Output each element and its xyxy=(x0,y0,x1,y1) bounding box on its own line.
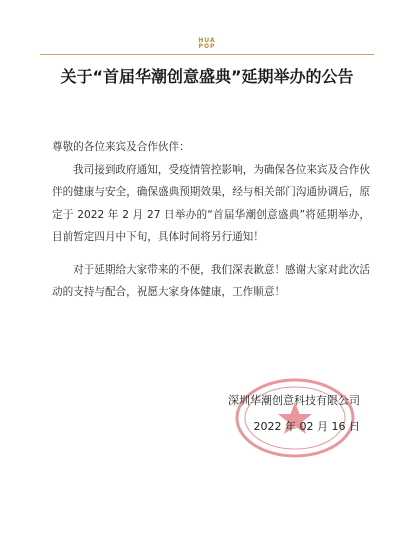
notice-date: 2022 年 02 月 16 日 xyxy=(253,420,360,433)
header-divider xyxy=(40,54,374,55)
company-seal-icon xyxy=(230,376,360,458)
signature-block xyxy=(210,378,374,458)
paragraph-apology: 对于延期给大家带来的不便，我们深表歉意！感谢大家对此次活动的支持与配合，祝愿大家身体健康，工作顺意！ xyxy=(52,263,370,298)
salutation: 尊敬的各位来宾及合作伙伴： xyxy=(52,141,190,153)
notice-body xyxy=(52,136,370,304)
logo-line-bottom: POP xyxy=(198,43,216,50)
notice-title: 关于“首届华潮创意盛典”延期举办的公告 xyxy=(60,67,354,86)
brand-logo xyxy=(0,38,414,50)
paragraph-postponement: 我司接到政府通知，受疫情管控影响，为确保各位来宾及合作伙伴的健康与安全，确保盛典预期效果，经与相关部门沟通协调后，原定于 2022 年 2 月 27 日举办的“首届华潮创意盛典”将延期举办，目前暂定四月中下旬，具体时间将另行通知！ xyxy=(52,163,370,243)
company-name: 深圳华潮创意科技有限公司 xyxy=(228,394,360,407)
logo-line-top: HUA xyxy=(198,37,216,44)
